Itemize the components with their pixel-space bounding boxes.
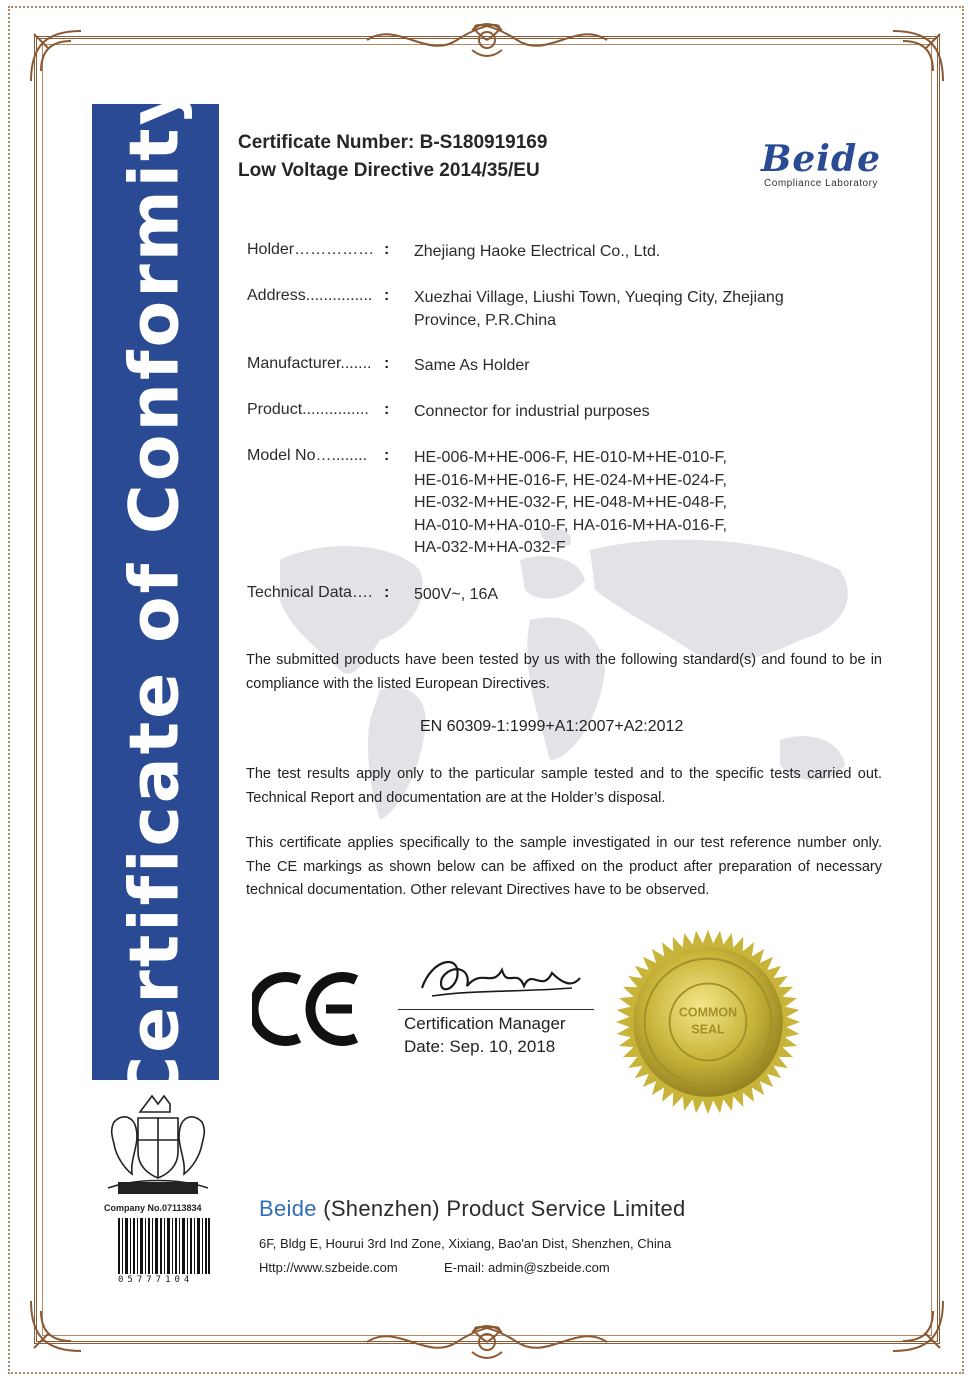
manufacturer-label: Manufacturer....... — [247, 355, 372, 372]
issuer-brand: Beide — [259, 1196, 317, 1221]
top-flourish-icon — [357, 20, 617, 60]
issuer-address: 6F, Bldg E, Hourui 3rd Ind Zone, Xixiang, Bao'an Dist, Shenzhen, China — [259, 1236, 672, 1251]
issuer-website: Http://www.szbeide.com — [259, 1260, 398, 1275]
product-colon: : — [384, 401, 390, 418]
corner-ornament-icon — [888, 26, 948, 86]
certificate-number: Certificate Number: B-S180919169 — [238, 132, 548, 153]
issue-date: Date: Sep. 10, 2018 — [404, 1037, 556, 1056]
applies-statement: This certificate applies specifically to the sample investigated in our test reference number only. The CE markings as shown below can be affixed on the product after preparation of necessary technical documentation. Other relevant Directives have to be observed. — [246, 835, 882, 898]
corner-ornament-icon — [26, 26, 86, 86]
address-label: Address............... — [247, 287, 373, 304]
company-number: Company No.07113834 — [104, 1203, 202, 1213]
model-no-value: HE-006-M+HE-006-F, HE-010-M+HE-010-F, HE-016-M+HE-016-F, HE-024-M+HE-024-F, HE-032-M+HE-032-F, HE-048-M+HE-048-F, HA-010-M+HA-010-F, HA-016-M+HA-016-F, HA-032-M+HA-032-F — [414, 449, 727, 556]
holder-label: Holder…………… — [247, 241, 375, 258]
directive-title: Low Voltage Directive 2014/35/EU — [238, 160, 540, 181]
holder-colon: : — [384, 241, 390, 258]
tested-statement: The submitted products have been tested by us with the following standard(s) and found to be in compliance with the listed European Directives. — [246, 652, 882, 692]
standard-reference: EN 60309-1:1999+A1:2007+A2:2012 — [420, 718, 684, 735]
logo-subtitle: Compliance Laboratory — [764, 178, 878, 189]
manager-signature-icon — [412, 948, 582, 1008]
ce-mark-icon — [252, 968, 364, 1050]
svg-text:SEAL: SEAL — [691, 1022, 725, 1037]
barcode-digits: 05777104 — [118, 1275, 194, 1285]
technical-data-colon: : — [384, 584, 390, 601]
svg-text:COMMON: COMMON — [678, 1005, 738, 1020]
issuer-email: E-mail: admin@szbeide.com — [444, 1260, 610, 1275]
manufacturer-colon: : — [384, 355, 390, 372]
results-statement: The test results apply only to the particular sample tested and to the specific tests carried out. Technical Report and documentation are at the Holder’s disposal. — [246, 766, 882, 806]
address-value: Xuezhai Village, Liushi Town, Yueqing City, Zhejiang Province, P.R.China — [414, 289, 784, 329]
signatory-title: Certification Manager — [404, 1014, 566, 1033]
corner-ornament-icon — [888, 1296, 948, 1356]
common-seal-icon — [612, 926, 804, 1118]
model-no-colon: : — [384, 447, 390, 464]
logo-word: Beide — [760, 138, 882, 180]
barcode-icon — [118, 1218, 210, 1274]
signature-line — [398, 1009, 594, 1010]
royal-coat-of-arms-icon — [100, 1092, 216, 1204]
corner-ornament-icon — [26, 1296, 86, 1356]
bottom-flourish-icon — [357, 1322, 617, 1362]
manufacturer-value: Same As Holder — [414, 357, 530, 374]
holder-value: Zhejiang Haoke Electrical Co., Ltd. — [414, 243, 661, 260]
issuer-name-rest: (Shenzhen) Product Service Limited — [316, 1196, 686, 1221]
product-value: Connector for industrial purposes — [414, 403, 650, 420]
certificate-side-title: Certificate of Conformity — [115, 78, 195, 1106]
beide-logo — [746, 140, 896, 189]
technical-data-label: Technical Data…. — [247, 584, 373, 601]
technical-data-value: 500V~, 16A — [414, 586, 499, 603]
model-no-label: Model No…........ — [247, 447, 368, 464]
issuer-name — [259, 1196, 686, 1222]
product-label: Product............... — [247, 401, 369, 418]
address-colon: : — [384, 287, 390, 304]
